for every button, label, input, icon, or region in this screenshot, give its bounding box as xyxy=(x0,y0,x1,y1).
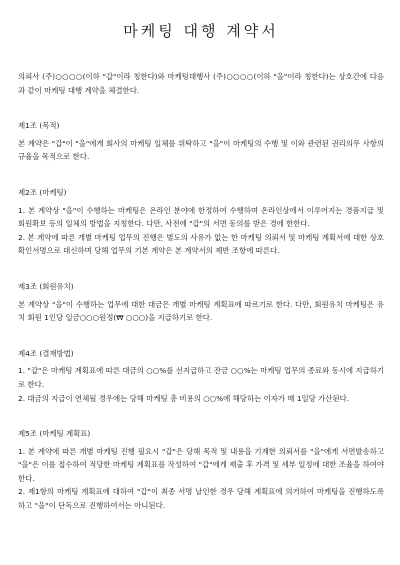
article-paragraph: 1. 본 계약상 "을"이 수행하는 마케팅은 온라인 분야에 한정하여 수행하며 온라인상에서 이루어지는 경품지급 및 회원확보 등의 일체의 방법을 지칭한다. 다만, 사전에 "갑"의 서면 동의를 받은 경에 한한다. xyxy=(18,205,384,229)
article-body xyxy=(18,364,384,405)
article-3 xyxy=(18,280,384,325)
article-2 xyxy=(18,186,384,258)
article-body xyxy=(18,445,384,513)
article-paragraph: 2. 대금의 지급이 연체될 경우에는 당해 마케팅 총 비용의 ○○%에 해당하는 이자가 매 1일당 가산된다. xyxy=(18,393,350,403)
article-paragraph: 2. 본 계약에 따른 개별 마케팅 업무의 진행은 별도의 사유가 없는 한 마케팅 의뢰서 및 마케팅 계획서에 대한 상호 확인서명으로 대신하며 당해 업무의 기본 계약은 본 계약서의 제반 조항에 따른다. xyxy=(18,232,384,256)
article-paragraph: 본 계약상 "을"이 수행하는 업무에 대한 대금은 개별 마케팅 계획표에 따르기로 한다. 다만, 회원유치 마케팅은 유치 회원 1인당 일금○○○원정(₩ ○○○)을 지급하기로 한다. xyxy=(18,299,384,323)
article-heading: 제1조 (목적) xyxy=(18,121,60,131)
article-paragraph: 1. 본 계약에 따른 개별 마케팅 진행 필요시 "갑"은 당해 목적 및 내용을 기재한 의뢰서를 "을"에게 서면발송하고 "을"은 이를 접수하여 적당한 마케팅 계획표를 작성하여 "갑"에게 제출 후 가격 및 세부 일정에 대한 조율을 하여야 한다. xyxy=(18,446,384,483)
article-paragraph: 1. "갑"은 마케팅 계획표에 따른 대금의 ○○%를 선지급하고 잔금 ○○%는 마케팅 업무의 종료와 동시에 지급하기로 한다. xyxy=(18,366,384,389)
article-heading: 제3조 (회원유치) xyxy=(18,281,74,291)
article-heading: 제5조 (마케팅 계획표) xyxy=(18,429,91,439)
article-heading: 제4조 (결재방법) xyxy=(18,348,74,358)
article-paragraph: 2. 제1항의 마케팅 계획표에 대하여 "갑"이 최종 서명 날인한 경우 당해 계획표에 의거하여 마케팅을 진행하도록 하고 "을"이 단독으로 진행하여서는 아니된다. xyxy=(18,487,384,511)
article-1 xyxy=(18,119,384,164)
article-5 xyxy=(18,427,384,513)
intro-paragraph: 의뢰사 (주)○○○○(이하 "갑"이라 칭한다)와 마케팅대행사 (주)○○○○(이하 "을"이라 칭한다)는 상호간에 다음과 같이 마케팅 대행 계약을 체결한다. xyxy=(18,72,384,95)
document-title: 마케팅 대행 계약서 xyxy=(123,22,279,40)
article-body xyxy=(18,204,384,258)
article-body xyxy=(18,298,384,325)
article-body xyxy=(18,137,384,164)
article-paragraph: 본 계약은 "갑"이 "을"에게 회사의 마케팅 일체를 위탁하고 "을"이 마케팅의 수행 및 이와 관련된 권리의무 사항의 규율을 목적으로 한다. xyxy=(18,138,384,162)
article-4 xyxy=(18,347,384,405)
article-heading: 제2조 (마케팅) xyxy=(18,187,67,197)
